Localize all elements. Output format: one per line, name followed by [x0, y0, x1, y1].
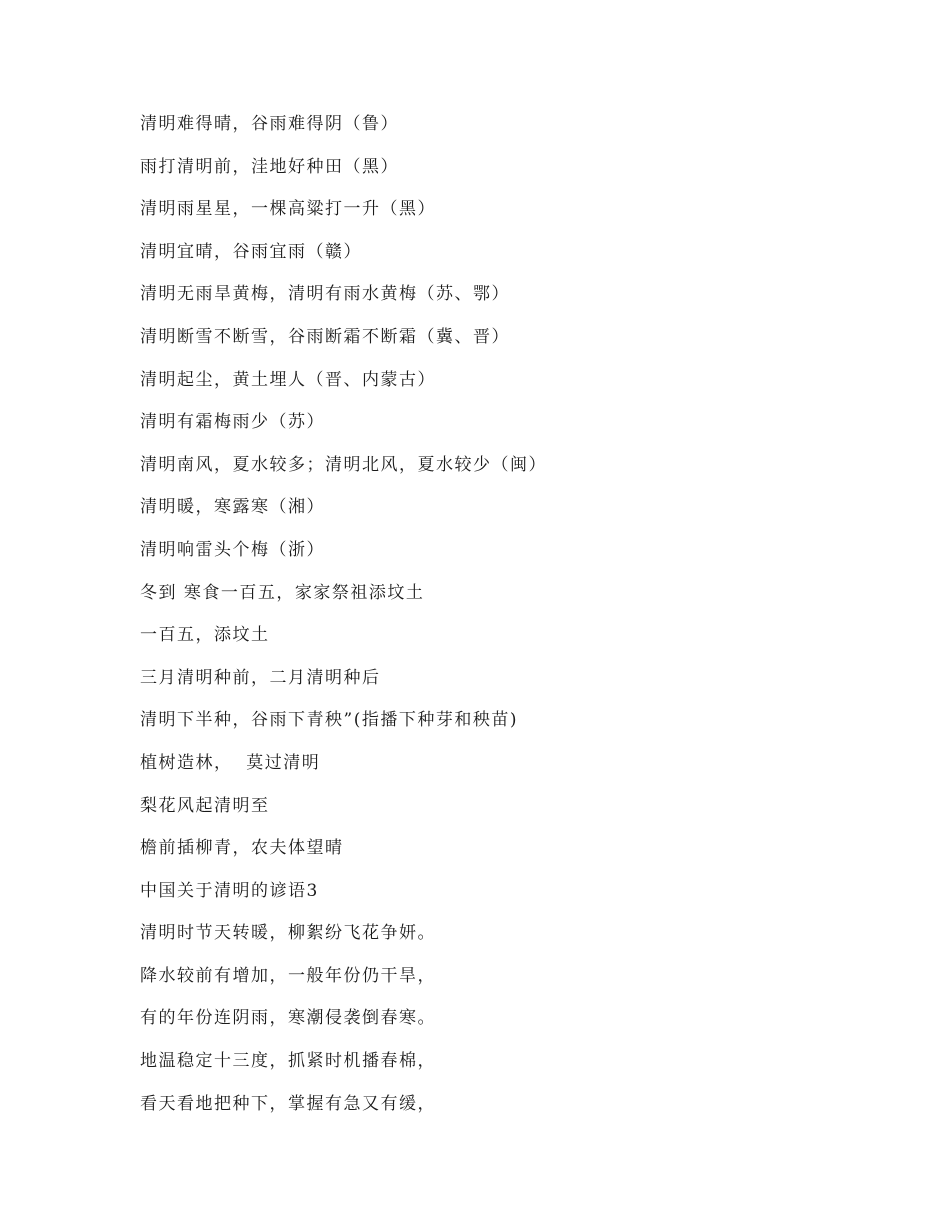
proverb-line: 清明难得晴，谷雨难得阴（鲁） — [140, 114, 399, 134]
proverb-line: 檐前插柳青，农夫体望晴 — [140, 838, 344, 859]
proverb-line: 清明无雨旱黄梅，清明有雨水黄梅（苏、鄂） — [140, 284, 510, 305]
proverb-line: 清明宜晴，谷雨宜雨（赣） — [140, 241, 362, 262]
proverb-line: 清明起尘，黄土埋人（晋、内蒙古） — [140, 369, 436, 390]
proverb-line: 清明下半种，谷雨下青秧”(指播下种芽和秧苗) — [140, 710, 518, 731]
proverb-line: 冬到 寒食一百五，家家祭祖添坟土 — [140, 582, 425, 603]
proverb-line: 清明有霜梅雨少（苏） — [140, 412, 325, 433]
proverb-list — [140, 111, 547, 1133]
verse-line: 有的年份连阴雨，寒潮侵袭倒春寒。 — [140, 1008, 436, 1029]
proverb-line: 一百五，添坟土 — [140, 625, 270, 646]
proverb-line: 清明断雪不断雪，谷雨断霜不断霜（冀、晋） — [140, 326, 510, 347]
verse-line: 地温稳定十三度，抓紧时机播春棉， — [140, 1051, 436, 1072]
proverb-line: 植树造林， 莫过清明 — [140, 752, 321, 773]
verse-line: 清明时节天转暖，柳絮纷飞花争妍。 — [140, 923, 436, 944]
verse-line: 降水较前有增加，一般年份仍干旱， — [140, 965, 436, 986]
proverb-line: 梨花风起清明至 — [140, 795, 270, 816]
proverb-line: 清明暖，寒露寒（湘） — [140, 497, 325, 518]
verse-line: 看天看地把种下，掌握有急又有缓， — [140, 1093, 436, 1114]
proverb-line: 清明南风，夏水较多；清明北风，夏水较少（闽） — [140, 454, 547, 475]
proverb-line: 三月清明种前，二月清明种后 — [140, 667, 381, 688]
proverb-line: 清明响雷头个梅（浙） — [140, 539, 325, 560]
proverb-line: 雨打清明前，洼地好种田（黑） — [140, 156, 399, 177]
section-heading: 中国关于清明的谚语3 — [140, 880, 319, 901]
proverb-line: 清明雨星星，一棵高粱打一升（黑） — [140, 199, 436, 220]
